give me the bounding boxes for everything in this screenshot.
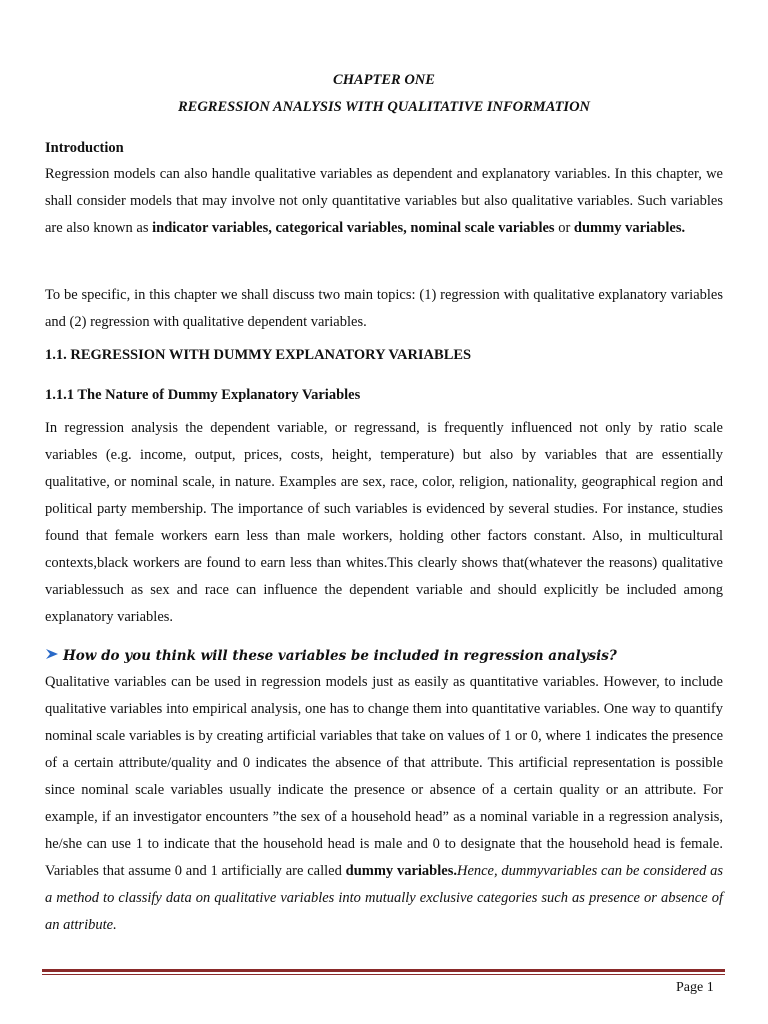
section-p2-italic-text: Hence, dummyvariables can be considered as a method to classify data on qualitative variables into mutually exclusive categories such as presence or absence of an attribute. [45, 863, 724, 933]
intro-p1-text: Regression models can also handle qualitative variables as dependent and explanatory variables. In this chapter, we shall consider models that may involve not only quantitative variables but also qualitative variables. Such variables are also known as [45, 166, 723, 236]
intro-p1-or: or [554, 220, 574, 236]
intro-p1-bold-terms: indicator variables, categorical variables, nominal scale variables [152, 220, 555, 236]
chapter-title: REGRESSION ANALYSIS WITH QUALITATIVE INFORMATION [177, 99, 591, 115]
section-p2-bold-term: dummy variables. [345, 863, 457, 879]
page-number: Page 1 [676, 980, 714, 995]
section-paragraph-2 [45, 669, 723, 939]
question-line [45, 648, 617, 664]
section-heading: 1.1. REGRESSION WITH DUMMY EXPLANATORY VARIABLES [45, 347, 472, 363]
subsection-heading: 1.1.1 The Nature of Dummy Explanatory Variables [45, 387, 361, 403]
intro-p1-dummy: dummy variables. [573, 220, 686, 236]
intro-paragraph-1 [45, 161, 723, 242]
chapter-number: CHAPTER ONE [333, 72, 435, 88]
section-paragraph-1: In regression analysis the dependent variable, or regressand, is frequently influenced not only by ratio scale variables (e.g. income, output, prices, costs, height, temperature) but also by variables that are essentially qualitative, or nominal scale, in nature. Examples are sex, race, color, religion, nationality, geographical region and political party membership. The importance of such variables is evidenced by several studies. For instance, studies found that female workers earn less than male workers, holding other factors constant. Also, in multicultural contexts,black workers are found to earn less than whites.This clearly shows that(whatever the reasons) qualitative variablessuch as sex and race can influence the dependent variable and should explicitly be included among explanatory variables. [45, 420, 723, 625]
section-p2-text: Qualitative variables can be used in regression models just as easily as quantitative variables. However, to include qualitative variables into empirical analysis, one has to change them into quantitative variables. One way to quantify nominal scale variables is by creating artificial variables that take on values of 1 or 0, where 1 indicates the presence of a certain attribute/quality and 0 indicates the absence of that attribute. This artificial representation is possible since nominal scale variables usually indicate the presence or absence of a certain quality or an attribute. For example, if an investigator encounters ”the sex of a household head” as a nominal variable in a regression analysis, he/she can use 1 to indicate that the household head is male and 0 to designate that the household head is female. Variables that assume 0 and 1 artificially are called [45, 674, 723, 879]
footer-rule-thick [42, 969, 725, 972]
question-text: How do you think will these variables be included in regression analysis? [63, 648, 617, 664]
arrow-bullet-icon [45, 648, 63, 664]
intro-paragraph-2: To be specific, in this chapter we shall discuss two main topics: (1) regression with qualitative explanatory variables and (2) regression with qualitative dependent variables. [45, 287, 723, 330]
intro-heading: Introduction [45, 140, 124, 156]
footer-rule-thin [42, 974, 725, 975]
